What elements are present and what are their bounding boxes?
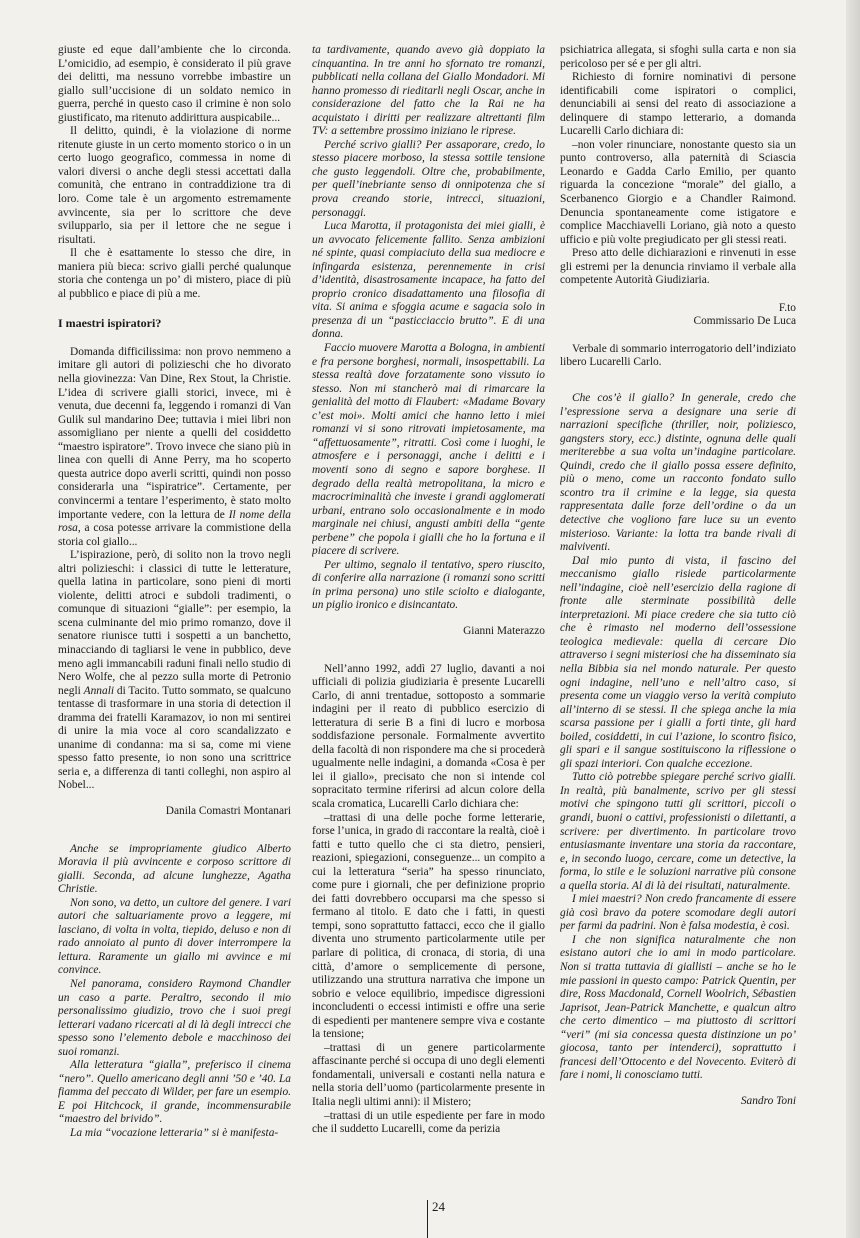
paragraph: –non voler rinunciare, nonostante questo sia un punto controverso, alla paternità di Sciascia Leonardo e Gadda Carlo Emilio, per quanto riguarda la concezione “morale” del giallo, a Scerbanenco Giorgio e a Chandler Raimond. Denuncia spontaneamente come istigatore e complice Macchiavelli Loriano, già noto a questo ufficio e più volte pregiudicato per gli stessi reati. xyxy=(560,138,796,246)
book-title: Annali xyxy=(83,684,115,697)
paragraph: –trattasi di una delle poche forme letterarie, forse l’unica, in grado di raccontare la realtà, cioè i fatti e tutto quello che ci sta dietro, pensieri, reazioni, spiegazioni, conseguenze... un compito a cui la letteratura “seria” ha spesso rinunciato, come pure i giornali, che per definizione proprio dei fatti dovrebbero occuparsi ma che spesso si fermano al titolo. E dato che i fatti, in questi tempi, sono soprattutto fattacci, ecco che il giallo diventa uno strumento particolarmente utile per parlare di politica, di cronaca, di storia, di una città, d’amore o semplicemente di persone, utilizzando una struttura narrativa che impone un sobrio e veloce equilibrio, impedisce digressioni inconcludenti o eccessi intimisti e offre una serie di espedienti per mantenere sempre viva e costante la tensione; xyxy=(312,811,545,1041)
paragraph: Che cos’è il giallo? In generale, credo che l’espressione serva a designare una serie di narrazioni specifiche (thriller, noir, poliziesco, gangsters story, ecc.) distinte, ognuna delle quali meriterebbe a sua volta un’indagine particolare. Quindi, credo che il giallo possa essere definito, più o meno, come un racconto fondato sullo scontro tra il crimine e la legge, sia questa rappresentata dalle forze dell’ordine o da un detective che vogliono fare luce su un evento misterioso. Variante: la lotta tra bande rivali di malviventi. xyxy=(560,392,796,554)
footer-divider xyxy=(427,1200,428,1238)
author-signature: Gianni Materazzo xyxy=(463,624,545,637)
paragraph: Il che è esattamente lo stesso che dire, in maniera più bieca: scrivo gialli perché qualunque storia che contenga un po’ di mistero, piace di più al pubblico e piace di più a me. xyxy=(58,247,291,300)
paragraph: Dal mio punto di vista, il fascino del meccanismo giallo risiede particolarmente nell’indagine, cioè nell’esercizio della ragione di fronte alle sterminate possibilità delle interpretazioni. Mi piace credere che sia tutto ciò che è rimasto nel moderno dell’ossessione teologica medievale: quella di cercare Dio attraverso i segni misteriosi che ha disseminato sia nella Bibbia sia nel mondo naturale. Per questo ogni indagine, nell’uno e nell’altro caso, si presenta come un viaggio verso la verità compiuto all’interno di se stessi. Il che spiega anche la mia scarsa passione per i gialli a forti tinte, gli hard boiled, cosiddetti, in cui l’azione, lo scontro fisico, gli spari e il sangue sostituiscono la riflessione o gli spazi interiori. Con qualche eccezione. xyxy=(560,554,796,770)
column-1 xyxy=(58,44,291,1184)
page-edge-shadow xyxy=(846,0,860,1238)
page-number: 24 xyxy=(432,1199,445,1214)
author-signature: Danila Comastri Montanari xyxy=(165,804,291,817)
paragraph: I miei maestri? Non credo francamente di essere già così bravo da potere scomodare degli autori per farmi da padrini. Non è falsa modestia, è così. xyxy=(560,893,796,933)
paragraph xyxy=(58,549,291,793)
paragraph: Nell’anno 1992, addì 27 luglio, davanti a noi ufficiali di polizia giudiziaria è presente Lucarelli Carlo, di anni trentadue, sottoposto a sommarie indagini per il reato di pubblico esercizio di letteratura di serie B a fini di lucro e morbosa soddisfazione personale. Formalmente avvertito della facoltà di non rispondere ma che si procederà ugualmente nelle indagini, a domanda «Cosa è per lei il giallo», precisato che non si intende col sopracitato termine riferirsi ad alcun colore della scala cromatica, Lucarelli Carlo dichiara che: xyxy=(312,662,545,810)
paragraph: psichiatrica allegata, si sfoghi sulla carta e non sia pericoloso per sé e per gli altri. xyxy=(560,44,796,70)
paragraph: Alla letteratura “gialla”, preferisco il cinema “nero”. Quello americano degli anni ’50 e ’40. La fiamma del peccato di Wilder, per fare un esempio. E poi Hitchcock, il grande, incommensurabile “maestro del brivido”. xyxy=(58,1059,291,1126)
signature-fto: F.to xyxy=(778,301,796,314)
paragraph xyxy=(58,346,291,549)
paragraph: Luca Marotta, il protagonista dei miei gialli, è un avvocato felicemente fallito. Senza ambizioni né spinte, quasi compiaciuto della sua mediocre e infingarda esistenza, perennemente in crisi d’identità, disastrosamente incapace, ha fatto del proprio cronico disadattamento una filosofia di vita. Si anima e sfoggia acume e sagacia solo in presenza di un “pasticciaccio brutto”. E di una donna. xyxy=(312,220,545,341)
text-run: di Tacito. Tutto sommato, se qualcuno tentasse di trasformare in una storia di detection il dramma dei fratelli Karamazov, io non mi sentirei di unire la mia voce al coro scandalizzato e unanime di condanna: ma si sa, come mi viene spesso fatto presente, io non sono una scrittrice seria e, a differenza di tanti colleghi, non aspiro al Nobel... xyxy=(58,684,291,792)
paragraph: giuste ed eque dall’ambiente che lo circonda. L’omicidio, ad esempio, è considerato il più grave dei delitti, ma nessuno vorrebbe imbastire un giallo sull’uccisione di un soldato nemico in guerra, perché in questo caso il crimine è non solo giustificato, ma ritenuto addirittura auspicabile... xyxy=(58,44,291,124)
paragraph: ta tardivamente, quando avevo già doppiato la cinquantina. In tre anni ho sfornato tre romanzi, pubblicati nella collana del Giallo Mondadori. Mi hanno promesso di rieditarli negli Oscar, anche in considerazione del fatto che la Rai ne ha acquistato i diritti per realizzare altrettanti film TV: a settembre prossimo iniziano le riprese. xyxy=(312,44,545,138)
paragraph: La mia “vocazione letteraria” si è manifesta- xyxy=(70,1127,279,1140)
spacer xyxy=(58,821,291,843)
text-run: Domanda difficilissima: non provo nemmeno a imitare gli autori di polizieschi che ho divorato nella giovinezza: Van Dine, Rex Stout, la Christie. L’idea di scrivere gialli storici, invece, mi è venuta, due decenni fa, leggendo i romanzi di Van Gulik sul mandarino Dee; tuttavia i miei libri non assomigliano per niente a quelli del cosiddetto “maestro ispiratore”. Trovo invece che siano più in linea con quelli di Anne Perry, ma ho scoperto questa autrice dopo averli scritti, quindi non posso considerarla una “ispiratrice”. Certamente, per convincermi a tentare l’esperimento, è stato molto importante vedere, con la lettura de xyxy=(58,345,291,521)
column-2 xyxy=(312,44,545,1184)
paragraph: Faccio muovere Marotta a Bologna, in ambienti e fra persone borghesi, normali, insospettabili. La stessa realtà dove forzatamente sono vissuto io stesso. Non mi stancherò mai di rimarcare la genialità del motto di Flaubert: «Madame Bovary c’est moi». Molti amici che hanno letto i miei romanzi vi si sono ritrovati impietosamente, ma “affettuosamente”, ritratti. Così come i luoghi, le atmosfere e i personaggi, anche i delitti e i moventi sono di segno e sapore borghese. Il degrado della realtà metropolitana, la micro e macrocriminalità che investe i grandi agglomerati urbani, entrano solo occasionalmente e in modo marginale nei chiusi, angusti ambiti della “gente perbene” che popola i gialli che ho la fortuna e il piacere di scrivere. xyxy=(312,342,545,558)
paragraph: Nel panorama, considero Raymond Chandler un caso a parte. Peraltro, secondo il mio personalissimo giudizio, trovo che i suoi pregi letterari vadano ricercati al di là degli intrecci che spesso sono l’elemento debole e macchinoso dei suoi romanzi. xyxy=(58,978,291,1058)
paragraph: Richiesto di fornire nominativi di persone identificabili come ispiratori o complici, denunciabili ai sensi del reato di associazione a delinquere di stampo letterario, a domanda Lucarelli Carlo dichiara di: xyxy=(560,71,796,138)
paragraph: Anche se impropriamente giudico Alberto Moravia il più avvincente e corposo scrittore di gialli. Seconda, ad alcune lunghezze, Agatha Christie. xyxy=(58,842,291,896)
paragraph: Preso atto delle dichiarazioni e rinvenuti in esse gli estremi per la denuncia rinviamo il verbale alla competente Autorità Giudiziaria. xyxy=(560,247,796,287)
commissario-signature: Commissario De Luca xyxy=(693,315,796,328)
spacer xyxy=(312,641,545,663)
paragraph: I che non significa naturalmente che non esistano autori che io ami in modo particolare. Non si tratta tuttavia di giallisti – anche se ho le mie passioni in questo campo: Patrick Quentin, per dire, Ross Macdonald, Cornell Woolrich, Sébastien Japrisot, Jean-Patrick Manchette, e qualcun altro che certo dimentico – ma piuttosto di scrittori “veri” (mi sia concessa questa distinzione un po’ giocosa, tanto per intenderci), soprattutto i francesi dell’Ottocento e del Novecento. Eviterò di fare i nomi, li conosciamo tutti. xyxy=(560,933,796,1082)
spacer xyxy=(560,370,796,392)
author-signature: Sandro Toni xyxy=(740,1094,796,1107)
paragraph: Verbale di sommario interrogatorio dell’indiziato libero Lucarelli Carlo. xyxy=(560,342,796,369)
text-run: , a cosa potesse arrivare la commistione della storia col giallo... xyxy=(58,522,291,548)
paragraph: Non sono, va detto, un cultore del genere. I vari autori che saltuariamente provo a leggere, mi lasciano, di volta in volta, tiepido, deluso e non di rado annoiato al punto di dover interrompere la lettura. Raramente un giallo mi avvince e mi convince. xyxy=(58,896,291,977)
paragraph: Il delitto, quindi, è la violazione di norme ritenute giuste in un certo momento storico o in un certo luogo geografico, commessa in nome di valori diversi o anche degli stessi accettati dalla comunità, che entrano in contraddizione tra di loro. Come tale è un argomento estremamente avvincente, sia per lo scrittore che deve svilupparlo, sia per il lettore che ne segue i risultati. xyxy=(58,125,291,246)
text-run: L’ispirazione, però, di solito non la trovo negli altri polizieschi: i classici di tutte le letterature, quella latina in particolare, sono pieni di morti violente, delitti atroci e subdoli tradimenti, o comunque di situazioni “gialle”: per esempio, la scena culminante del mio primo romanzo, dove il senatore riunisce tutti i sospetti a un banchetto, minacciando di tagliarsi le vene in pubblico, deve meno agli immancabili raduni finali nello studio di Nero Wolfe, che al pezzo sulla morte di Petronio negli xyxy=(58,549,291,697)
section-heading: I maestri ispiratori? xyxy=(58,316,162,331)
paragraph: –trattasi di un genere particolarmente affascinante perché si occupa di uno degli elementi fondamentali, universali e costanti nella natura e nella storia dell’uomo (particolarmente presente in Italia negli ultimi anni): il Mistero; xyxy=(312,1041,545,1109)
paragraph: Perché scrivo gialli? Per assaporare, credo, lo stesso piacere morboso, la stessa sottile tensione che gusto leggendoli. Oltre che, probabilmente, per quell’inebriante senso di onnipotenza che si prova creando storie, intrecci, situazioni, personaggi. xyxy=(312,138,545,219)
paragraph: –trattasi di un utile espediente per fare in modo che il suddetto Lucarelli, come da perizia xyxy=(312,1109,545,1136)
paragraph: Per ultimo, segnalo il tentativo, spero riuscito, di conferire alla narrazione (i romanzi sono scritti in prima persona) uno stile sciolto e dialogante, un piglio ironico e disincantato. xyxy=(312,558,545,612)
book-title: Il nome della rosa xyxy=(58,508,291,535)
column-3 xyxy=(560,44,796,1184)
spacer xyxy=(560,329,796,343)
paragraph: Tutto ciò potrebbe spiegare perché scrivo gialli. In realtà, più banalmente, scrivo per gli stessi motivi che spingono tutti gli scrittori, piccoli o grandi, buoni o cattivi, professionisti o dilettanti, a scrivere: per divertimento. In particolare trovo entusiasmante inventare una storia da raccontare, e, in secondo luogo, cercare, come un detective, la forma, lo stile e le soluzioni narrative più consone a quella storia. Al di là dei risultati, naturalmente. xyxy=(560,771,796,892)
